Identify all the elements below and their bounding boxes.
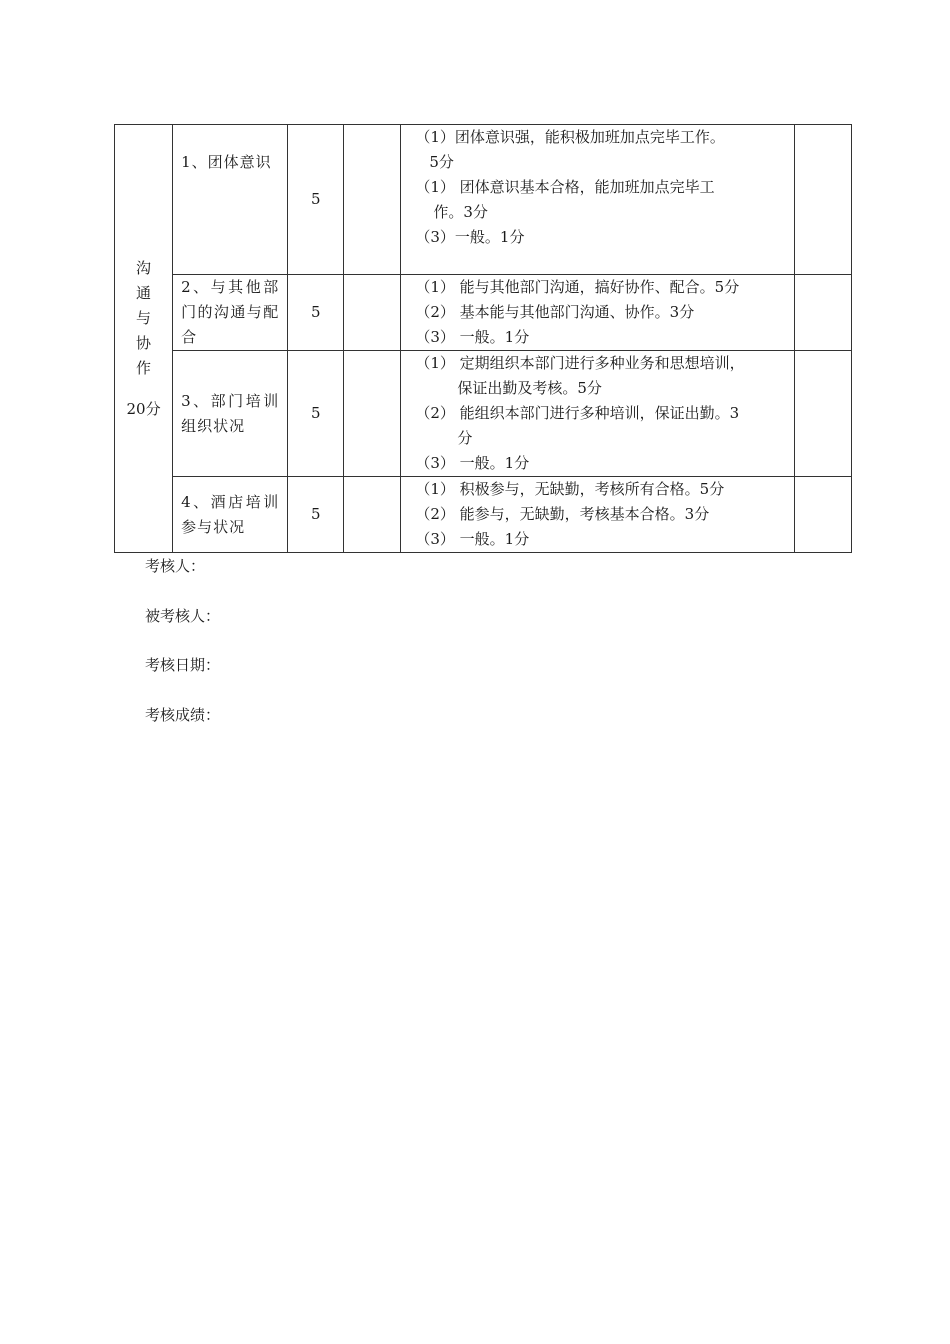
table-row — [115, 125, 852, 275]
assessment-table — [114, 124, 852, 553]
category-char: 沟 — [136, 258, 152, 277]
criteria-line: 5分 — [429, 153, 454, 171]
category-char: 协 — [136, 333, 152, 352]
blank-cell — [794, 351, 851, 477]
criteria-line: （1） 能与其他部门沟通，搞好协作、配合。5分 — [415, 278, 740, 296]
blank-cell — [344, 351, 401, 477]
blank-cell — [344, 125, 401, 275]
table-row — [115, 275, 852, 351]
assessee-label: 被考核人： — [145, 607, 221, 625]
criteria-line: （2） 基本能与其他部门沟通、协作。3分 — [415, 303, 695, 321]
category-char: 作 — [136, 358, 152, 377]
assessor-label: 考核人： — [145, 557, 206, 575]
blank-cell — [794, 125, 851, 275]
item-score: 5 — [288, 125, 344, 275]
criteria-line: （1） 定期组织本部门进行多种业务和思想培训， — [415, 354, 745, 372]
item-name: 3、部门培训组织状况 — [173, 351, 288, 477]
criteria-line: （3） 一般。1分 — [415, 328, 530, 346]
criteria-cell — [401, 351, 795, 477]
criteria-cell — [401, 275, 795, 351]
criteria-line: 保证出勤及考核。5分 — [457, 379, 602, 397]
item-name: 4、酒店培训参与状况 — [173, 477, 288, 553]
item-name: 1、团体意识 — [173, 125, 288, 275]
criteria-cell — [401, 477, 795, 553]
criteria-line: （1） 团体意识基本合格，能加班加点完毕工 — [415, 178, 715, 196]
criteria-line: （1）团体意识强，能积极加班加点完毕工作。 — [415, 128, 725, 146]
criteria-line: （2） 能组织本部门进行多种培训，保证出勤。3 — [415, 404, 740, 422]
blank-cell — [344, 477, 401, 553]
criteria-line: （3）一般。1分 — [415, 228, 525, 246]
blank-cell — [794, 275, 851, 351]
criteria-line: （2） 能参与，无缺勤，考核基本合格。3分 — [415, 505, 710, 523]
criteria-cell — [401, 125, 795, 275]
category-char: 通 — [136, 283, 152, 302]
blank-cell — [794, 477, 851, 553]
blank-cell — [344, 275, 401, 351]
criteria-line: （3） 一般。1分 — [415, 454, 530, 472]
item-name: 2、与其他部门的沟通与配合 — [173, 275, 288, 351]
criteria-line: 作。3分 — [433, 203, 488, 221]
criteria-line: （1） 积极参与，无缺勤，考核所有合格。5分 — [415, 480, 725, 498]
criteria-line: 分 — [457, 429, 473, 447]
assessment-result-label: 考核成绩： — [145, 706, 221, 724]
criteria-line: （3） 一般。1分 — [415, 530, 530, 548]
table-row — [115, 351, 852, 477]
table-row — [115, 477, 852, 553]
category-char: 与 — [136, 308, 152, 327]
category-points: 20分 — [126, 399, 161, 418]
assessment-date-label: 考核日期： — [145, 656, 221, 674]
item-score: 5 — [288, 275, 344, 351]
category-cell — [115, 125, 173, 553]
item-score: 5 — [288, 351, 344, 477]
item-score: 5 — [288, 477, 344, 553]
